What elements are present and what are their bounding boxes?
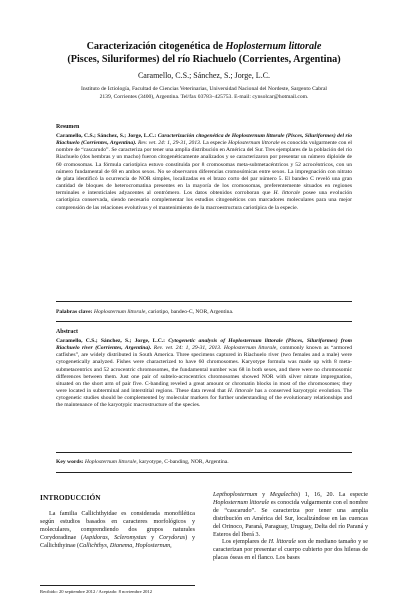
- resumen-body: [56, 133, 352, 212]
- abstract-text-1: , commonly known as “armored catfishes”, are widely distributed in South America. Three specimens captured in Riachuelo river (two females and a male) were cytogenetically analyzed. Fishes were characterized to have 60 chromosomes. Karyotype formula was made up with 8 meta-submetacentrics and 52 acrocentric chromosomes, the fundamental number was 68 in both sexes, and there were no chromosomic differences between them. Just one pair of subtelo-acrocentrics chromosomes showed NOR with silver nitrate impregnation, situated on the short arm of pair five. C-banding reveled a great amount or chromatin blocks in most of the chromosomes; they were located in subterminal and interstitial regions. These data reveal that: [56, 345, 352, 395]
- intro-right-y: y: [257, 492, 270, 498]
- affiliation-line-1: Instituto de Ictiología, Facultad de Ciencias Veterinarias, Universidad Nacional del Nordeste, Sargento Cabral: [80, 86, 327, 92]
- intro-left-genera-1: Aspidoras, Scleromystax: [83, 534, 147, 541]
- intro-right-genera: Lepthoplosternum: [213, 492, 258, 498]
- resumen-heading: Resumen: [56, 124, 80, 130]
- resumen-citation-journal: Rev. vet. 24: 1, 29-31, 2013.: [137, 140, 202, 147]
- abstract-species: Hoplosternum littorale: [223, 345, 277, 352]
- abstract-keywords: [56, 459, 352, 466]
- intro-right-text-3: Los ejemplares de: [222, 539, 267, 546]
- intro-right-text-2: es conocida vulgarmente con el nombre de “cascarudo”. Se caracteriza por tener una amplia distribución en América del Sur, localizándose en las cuencas del Orinoco, Paraná, Paraguay, Uruguay, Delta del río Paraná y Esteros del Iberá 3.: [213, 499, 368, 538]
- resumen-text-pre: La especie: [202, 140, 227, 147]
- title-line-2: (Pisces, Siluriformes) del río Riachuelo (Corrientes, Argentina): [67, 53, 341, 65]
- intro-right-text-1: . La especie: [332, 492, 368, 498]
- title-species: Hoplosternum littorale: [225, 41, 322, 52]
- abstract-keywords-species: Hoplosternum littorale: [84, 459, 137, 465]
- intro-right-text-4: son de mediano tamaño y se caracterizan por presentar el cuerpo cubierto por dos hileras de placas óseas en el flanco. Los bases: [213, 539, 368, 562]
- intro-left-mid-2: ) y Callichthyinae (: [40, 534, 196, 549]
- intro-right-genera-2: Megalechis: [269, 492, 299, 498]
- intro-left-column: [40, 511, 195, 551]
- resumen-keywords-rest: , cariotipo, bandeo-C, NOR, Argentina.: [145, 309, 234, 315]
- resumen-citation-authors: Caramello, C.S.; Sánchez, S.; Jorge, L.C.:: [56, 133, 157, 139]
- abstract-species-2: H. littorale: [227, 388, 254, 395]
- intro-right-paragraph-2: [213, 539, 368, 563]
- resumen-keywords-species: Hoplosternum littorale: [93, 309, 146, 315]
- intro-left-mid: y: [146, 534, 160, 541]
- abstract-citation-journal: Rev. vet. 24: 1, 29-31, 2013.: [153, 345, 222, 352]
- resumen-bottom-divider: [56, 321, 352, 322]
- abstract-body: [56, 338, 352, 410]
- footnote-divider: [40, 585, 195, 586]
- abstract-keywords-label: Key words:: [56, 459, 84, 465]
- intro-right-species: Hoplosternum littorale: [213, 499, 270, 506]
- title-line-1: [20, 41, 388, 54]
- resumen-species: Hoplosternum littorale: [228, 140, 280, 147]
- article-title: [20, 41, 388, 66]
- resumen-keywords-label: Palabras clave:: [56, 309, 93, 315]
- received-date: Recibido: 20 septiembre 2012 / Aceptado: 8 noviembre 2012: [40, 589, 153, 594]
- affiliation-line-2: 2139, Corrientes (3400), Argentina. Tel/fax 03783–425753. E-mail: cynsolcar@hotmail.com.: [99, 93, 309, 100]
- intro-left-text: La familia Callichthyidae es considerada monofilética según estudios basados en caracteres morfológicos y moleculares, comprendiendo dos grupos naturales Corydoradinae (: [40, 511, 195, 541]
- abstract-citation-title: Cytogenetic analysis of Hoplosternum littorale (Pisces, Siluriformes) from Riachuelo river (Corrientes, Argentina).: [56, 338, 352, 352]
- resumen-text-2: posee una evolución cariotípica conservada, siendo necesario complementar los estudios citogenéticos con marcadores moleculares para una mejor comprensión de las relaciones evolutivas y el mantenimiento de la macroestructura cariotípica de la especie.: [56, 190, 352, 211]
- resumen-keywords: [56, 309, 352, 316]
- abstract-citation-authors: Caramello, C.S.; Sánchez, S.; Jorge, L.C.:: [56, 338, 166, 344]
- abstract-keywords-rest: , karyotype, C-banding, NOR, Argentina.: [136, 459, 229, 465]
- resumen-text-1: es conocida vulgarmente con el nombre de “cascarudo”. Se caracteriza por tener una amplia distribución en América del Sur. Tres ejemplares de la población del río Riachuelo (dos hembras y un macho) fueron citogenéticamente analizados y se caracterizaron por presentar un número diploide de 60 cromosomas. La fórmula cariotípica estuvo constituida por 8 cromosomas meta-submetacéntricos y 52 acrocéntricos, con un número fundamental de 68 en ambos sexos. No se observaron diferencias cromosómicas entre sexos. La impregnación con nitrato de plata identificó la ocurrencia de NOR simples, localizadas en el brazo corto del par número 5. El bandeo C reveló una gran cantidad de bloques de heterocromatina presentes en la mayoría de los cromosomas, preferentemente situados en regiones terminales e intersticiales adyacentes al centrómero. Los datos obtenidos corroboran que: [56, 140, 352, 197]
- intro-heading: INTRODUCCIÓN: [40, 493, 101, 502]
- title-prefix: Caracterización citogenética de: [86, 41, 226, 52]
- intro-left-genera-3: Callichthys, Dianema, Hoplosternum,: [79, 542, 172, 549]
- intro-right-paragraph-1: [213, 492, 368, 539]
- abstract-text-2: has a conserved karyotypic evolution. The cytogenetic studies should be complemented by molecular markers for further understanding of the evolutionary relationships and the maintenance of the karyotypic macrostructure of the species.: [56, 388, 352, 409]
- intro-right-species-2: H. littorale: [268, 539, 296, 546]
- intro-left-genera-2: Corydoras: [159, 534, 186, 541]
- abstract-divider: [56, 452, 352, 453]
- intro-right-column: [213, 492, 368, 563]
- abstract-heading: Abstract: [56, 329, 78, 335]
- resumen-divider: [56, 301, 352, 302]
- intro-right-refs: ) 1, 16, 20: [298, 492, 333, 498]
- abstract-bottom-divider: [56, 472, 352, 473]
- affiliation: [42, 86, 366, 101]
- resumen-species-2: H. littorale: [273, 190, 300, 197]
- resumen-citation-title: Caracterización citogenética de Hoplosternum littorale (Pisces, Siluriformes) del río Riachuelo (Corrientes, Argentina).: [56, 133, 352, 147]
- authors: Caramello, C.S.; Sánchez, S.; Jorge, L.C.: [137, 71, 271, 80]
